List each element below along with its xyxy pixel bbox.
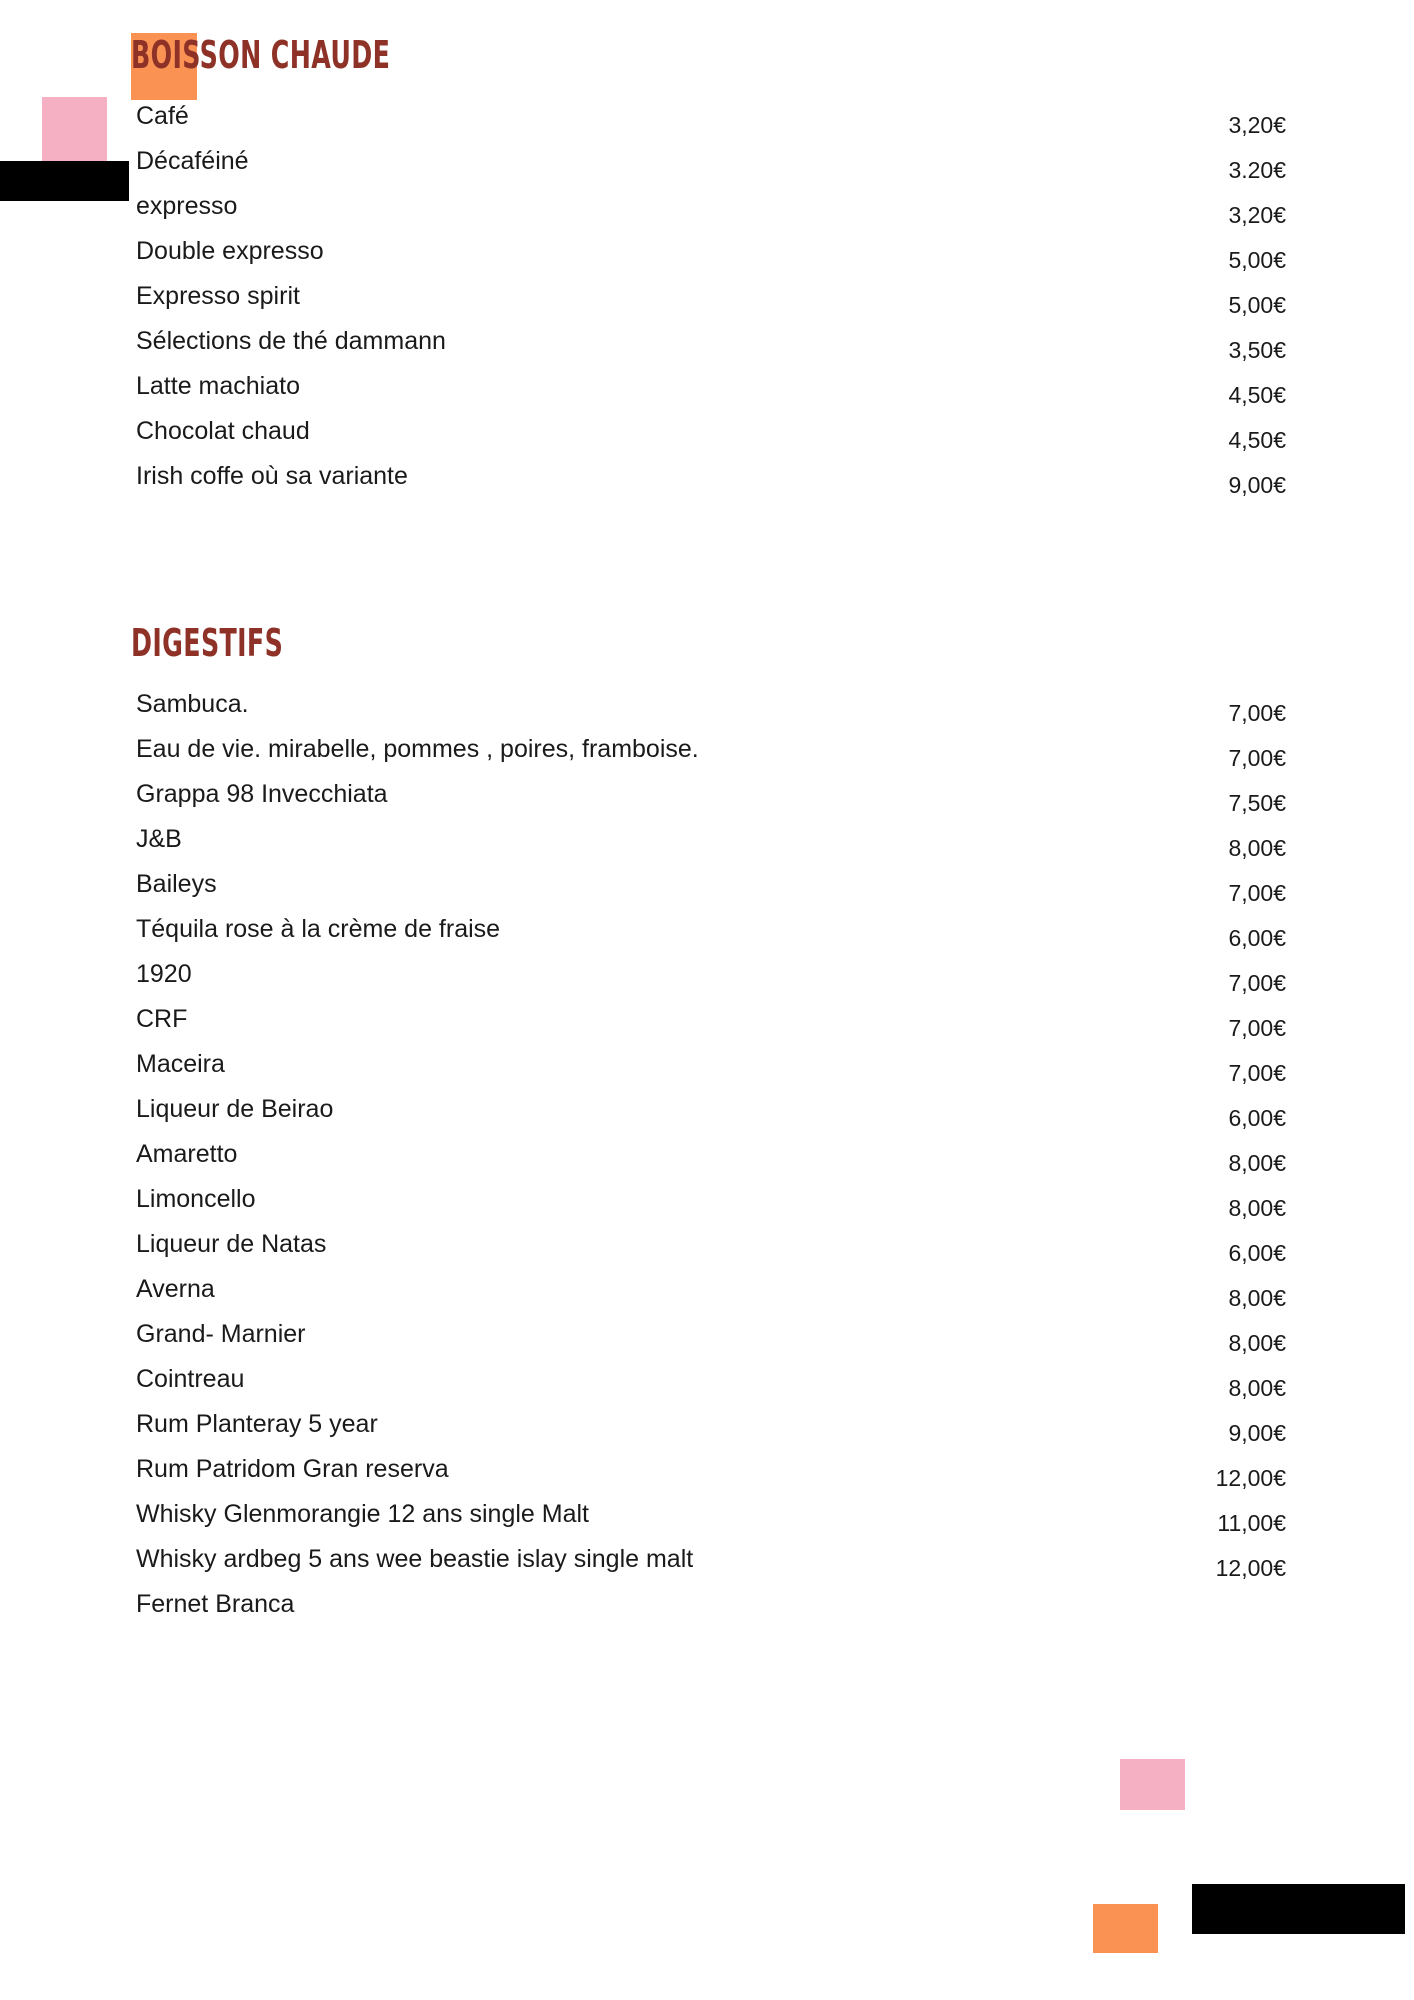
menu-item-price: 7,50€ — [1228, 790, 1286, 816]
menu-item-price: 7,00€ — [1228, 700, 1286, 726]
menu-item-price: 7,00€ — [1228, 1015, 1286, 1041]
menu-item-price: 8,00€ — [1228, 1195, 1286, 1221]
menu-item-list-boissons — [0, 99, 1414, 504]
menu-item-list-digestifs — [0, 687, 1414, 1632]
menu-item-name: Irish coffe où sa variante — [136, 462, 408, 490]
menu-item-price: 6,00€ — [1228, 1240, 1286, 1266]
menu-item-price: 8,00€ — [1228, 1330, 1286, 1356]
menu-item-row — [0, 1407, 1414, 1452]
menu-item-name: Baileys — [136, 870, 217, 898]
menu-item-row — [0, 1452, 1414, 1497]
menu-item-row — [0, 1182, 1414, 1227]
menu-item-row — [0, 1362, 1414, 1407]
menu-item-name: Chocolat chaud — [136, 417, 310, 445]
menu-item-name: Grappa 98 Invecchiata — [136, 780, 388, 808]
menu-item-row — [0, 1227, 1414, 1272]
menu-item-row — [0, 144, 1414, 189]
menu-item-price: 9,00€ — [1228, 1420, 1286, 1446]
menu-item-row — [0, 912, 1414, 957]
menu-item-row — [0, 777, 1414, 822]
menu-item-name: Latte machiato — [136, 372, 300, 400]
menu-item-name: Sélections de thé dammann — [136, 327, 446, 355]
menu-item-name: Rum Patridom Gran reserva — [136, 1455, 449, 1483]
menu-item-row — [0, 99, 1414, 144]
menu-item-price: 12,00€ — [1215, 1555, 1286, 1581]
menu-item-name: Sambuca. — [136, 690, 249, 718]
menu-item-row — [0, 324, 1414, 369]
menu-item-name: Averna — [136, 1275, 215, 1303]
menu-item-price: 8,00€ — [1210, 1598, 1268, 1624]
menu-item-row — [0, 957, 1414, 1002]
menu-item-row — [0, 1047, 1414, 1092]
menu-item-price: 9,00€ — [1228, 472, 1286, 498]
menu-item-name: Expresso spirit — [136, 282, 300, 310]
menu-item-name: Grand- Marnier — [136, 1320, 306, 1348]
menu-item-name: Rum Planteray 5 year — [136, 1410, 378, 1438]
menu-item-name: 1920 — [136, 960, 192, 988]
menu-item-price: 4,50€ — [1228, 427, 1286, 453]
menu-item-price: 4,50€ — [1228, 382, 1286, 408]
menu-item-price: 3,50€ — [1228, 337, 1286, 363]
section-heading-digestifs: DIGESTIFS — [131, 621, 284, 665]
menu-item-row — [0, 687, 1414, 732]
menu-item-name: Limoncello — [136, 1185, 256, 1213]
menu-item-price: 7,00€ — [1228, 880, 1286, 906]
section-heading-boissons-chaude: BOISSON CHAUDE — [131, 33, 391, 77]
menu-item-price: 5,00€ — [1228, 247, 1286, 273]
menu-item-row — [0, 1587, 1414, 1632]
menu-item-price: 6,00€ — [1228, 1105, 1286, 1131]
menu-item-name: Téquila rose à la crème de fraise — [136, 915, 501, 943]
menu-item-row — [0, 822, 1414, 867]
menu-item-row — [0, 189, 1414, 234]
menu-item-row — [0, 369, 1414, 414]
menu-item-row — [0, 1002, 1414, 1047]
menu-item-price: 8,00€ — [1228, 1150, 1286, 1176]
menu-item-price: 7,00€ — [1228, 745, 1286, 771]
menu-item-price: 3,20€ — [1228, 202, 1286, 228]
menu-item-name: Liqueur de Natas — [136, 1230, 327, 1258]
menu-item-row — [0, 1317, 1414, 1362]
menu-item-name: Café — [136, 102, 189, 130]
menu-item-price: 8,00€ — [1228, 1285, 1286, 1311]
menu-item-row — [0, 1137, 1414, 1182]
menu-item-row — [0, 1272, 1414, 1317]
menu-item-name: J&B — [136, 825, 182, 853]
menu-item-price: 3,20€ — [1228, 112, 1286, 138]
menu-section-boissons-chaude — [0, 0, 1414, 504]
menu-item-price: 7,00€ — [1228, 970, 1286, 996]
menu-item-price: 7,00€ — [1228, 1060, 1286, 1086]
menu-item-row — [0, 459, 1414, 504]
menu-item-price: 3.20€ — [1228, 157, 1286, 183]
menu-item-row — [0, 1542, 1414, 1587]
menu-item-row — [0, 867, 1414, 912]
menu-item-price: 8,00€ — [1228, 835, 1286, 861]
menu-item-price: 8,00€ — [1228, 1375, 1286, 1401]
menu-item-row — [0, 1497, 1414, 1542]
menu-item-price: 5,00€ — [1228, 292, 1286, 318]
menu-item-name: Amaretto — [136, 1140, 238, 1168]
menu-item-name: Whisky ardbeg 5 ans wee beastie islay single malt — [136, 1545, 694, 1573]
menu-item-name: CRF — [136, 1005, 188, 1033]
menu-item-price: 11,00€ — [1217, 1510, 1286, 1536]
menu-item-name: Maceira — [136, 1050, 225, 1078]
menu-item-row — [0, 414, 1414, 459]
menu-item-name: Décaféiné — [136, 147, 249, 175]
menu-item-name: expresso — [136, 192, 238, 220]
menu-item-name: Fernet Branca — [136, 1590, 295, 1618]
menu-item-row — [0, 1092, 1414, 1137]
menu-item-price: 12,00€ — [1215, 1465, 1286, 1491]
menu-item-name: Whisky Glenmorangie 12 ans single Malt — [136, 1500, 589, 1528]
menu-item-price: 6,00€ — [1228, 925, 1286, 951]
menu-item-row — [0, 732, 1414, 777]
menu-item-row — [0, 279, 1414, 324]
menu-item-name: Eau de vie. mirabelle, pommes , poires, framboise. — [136, 735, 699, 763]
menu-item-name: Liqueur de Beirao — [136, 1095, 334, 1123]
menu-section-digestifs — [0, 617, 1414, 1632]
menu-item-name: Cointreau — [136, 1365, 245, 1393]
menu-item-row — [0, 234, 1414, 279]
menu-item-name: Double expresso — [136, 237, 324, 265]
